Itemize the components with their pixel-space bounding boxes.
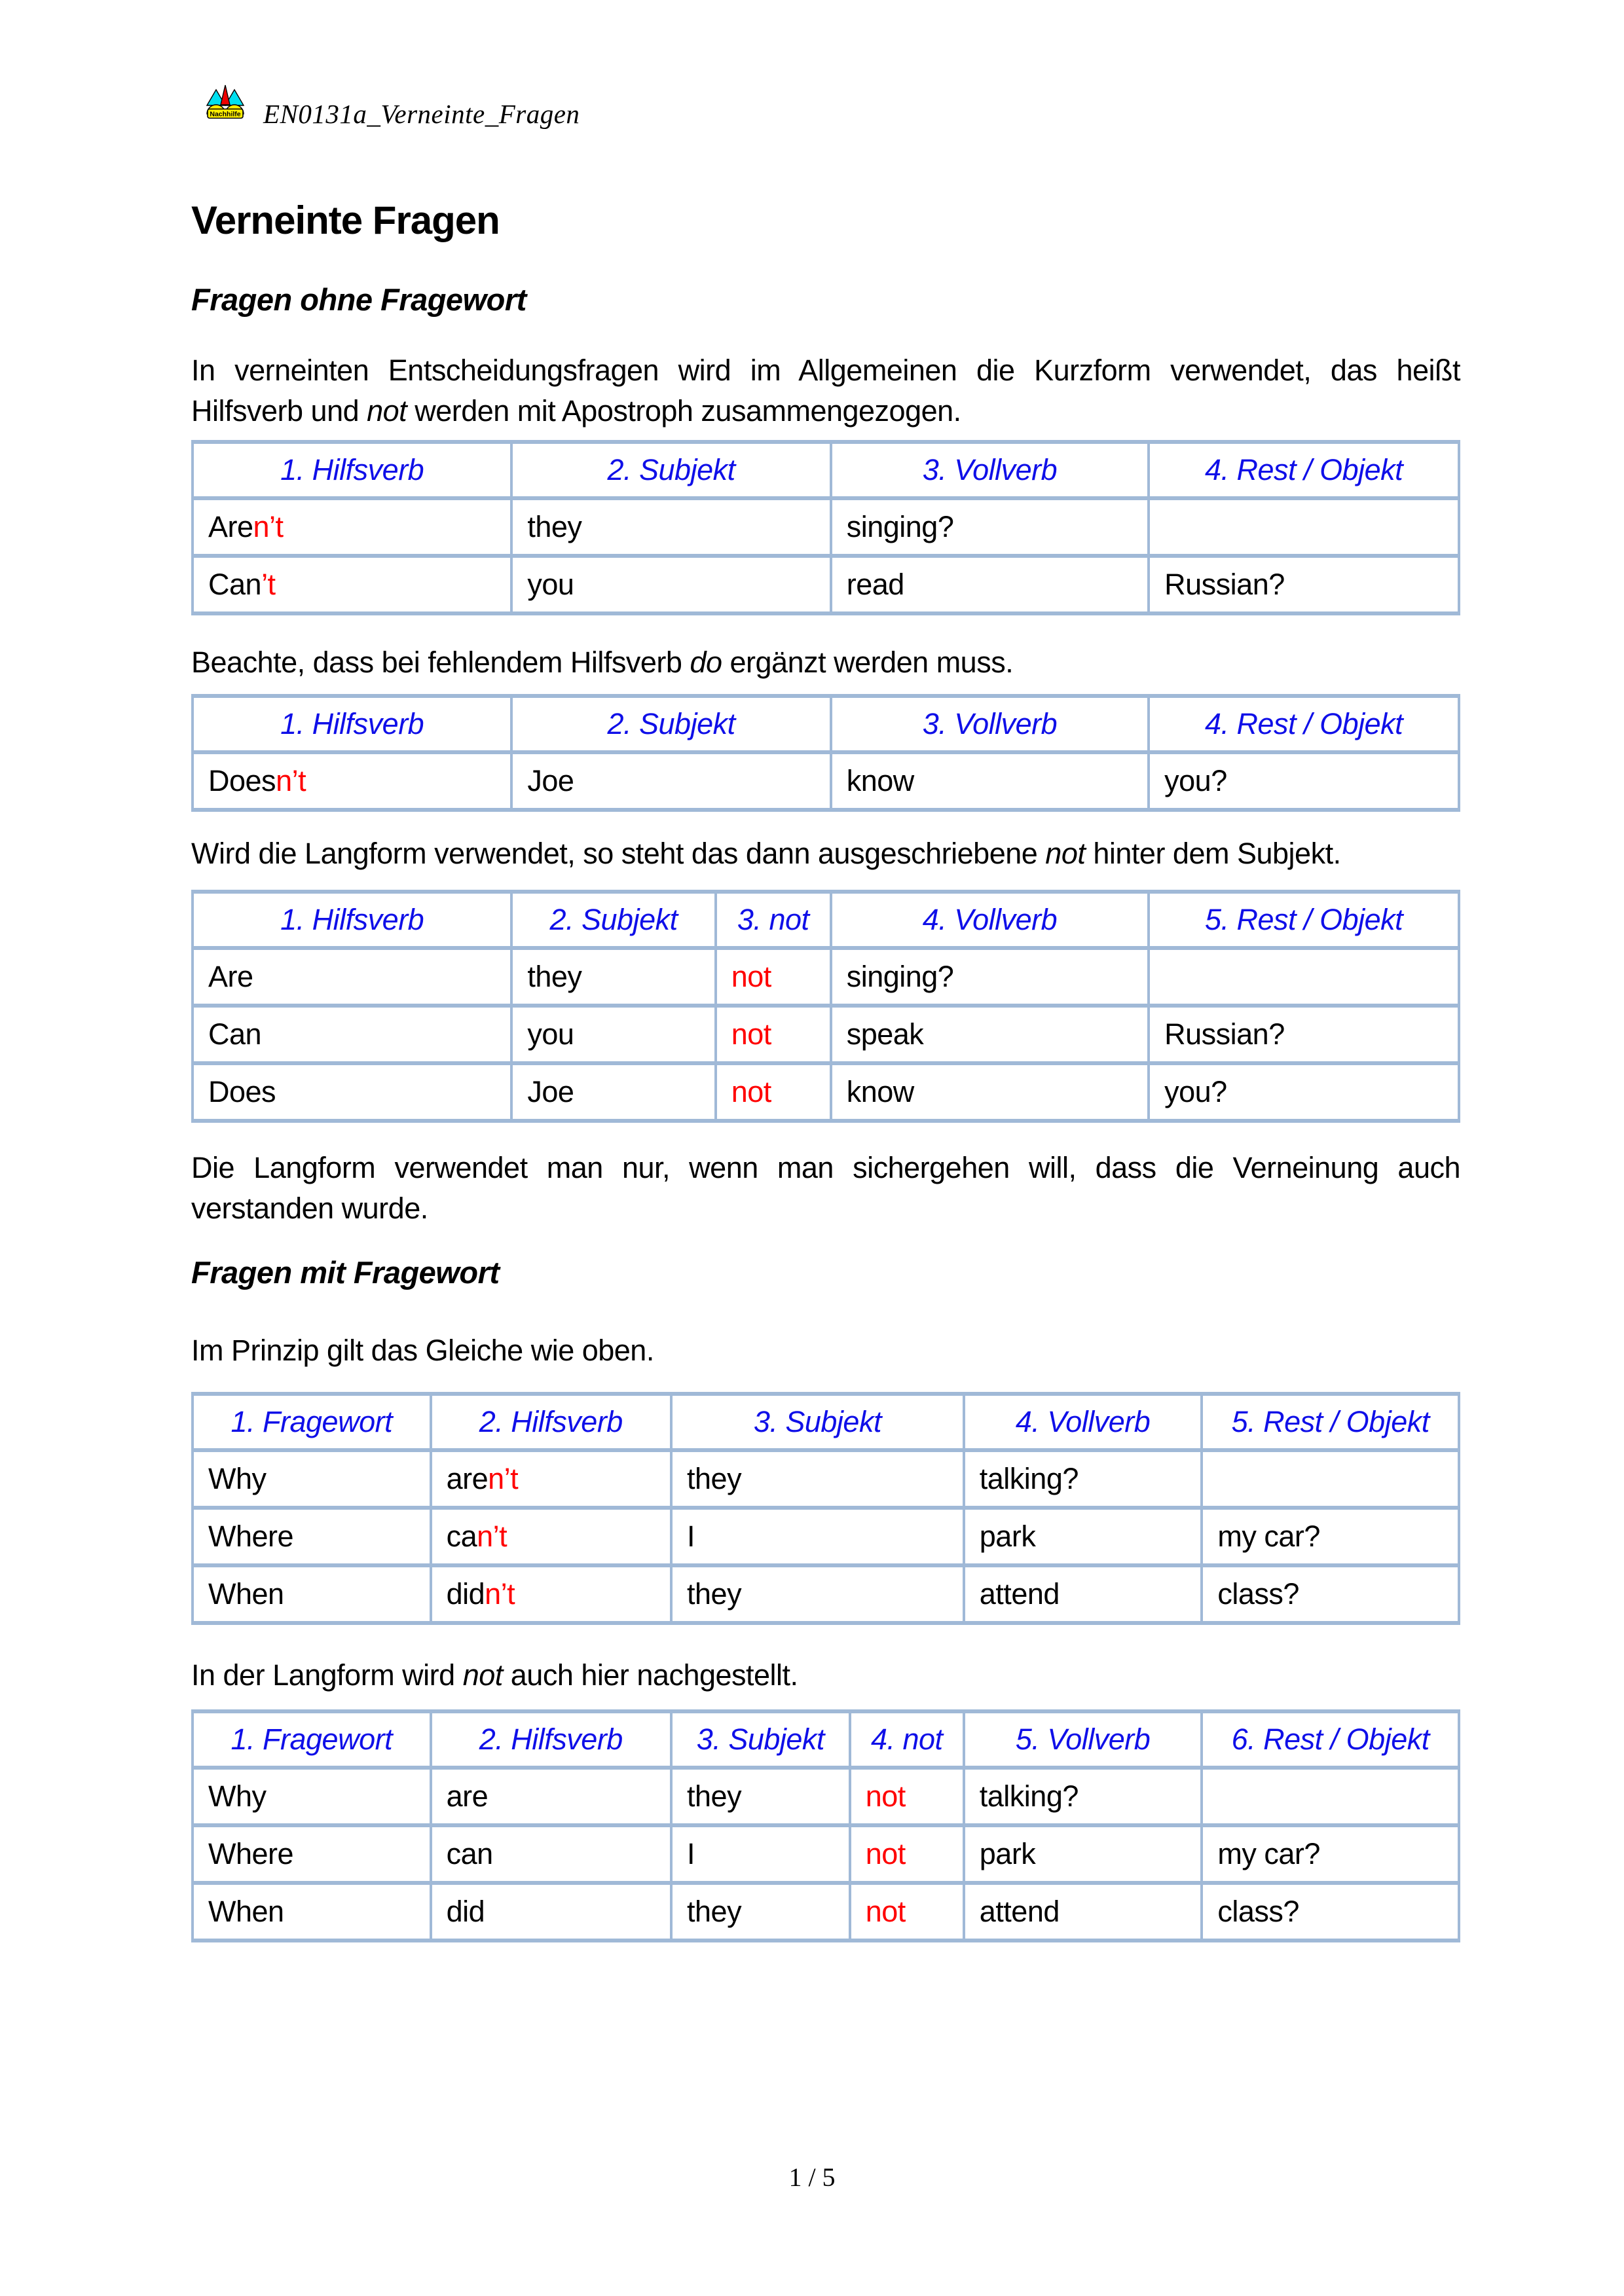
table-cell: [1202, 1883, 1459, 1941]
italic-text: do: [690, 646, 722, 679]
text-run: hinter dem Subjekt.: [1085, 837, 1341, 870]
text-run: singing?: [846, 510, 954, 543]
table-cell: [431, 1883, 671, 1941]
text-run: Joe: [527, 1075, 574, 1108]
table-cell: [716, 948, 831, 1006]
logo-flame: [221, 85, 230, 105]
table-cell: [193, 948, 511, 1006]
text-run: did: [446, 1577, 485, 1611]
table-cell: [850, 1768, 964, 1825]
text-run: they: [527, 960, 582, 993]
text-run: Joe: [527, 764, 574, 797]
text-run: Does: [208, 764, 276, 797]
column-header: 1. Hilfsverb: [193, 892, 511, 948]
page-title: Verneinte Fragen: [191, 198, 500, 242]
text-run: class?: [1217, 1577, 1299, 1611]
paragraph-kurzform-intro: [191, 350, 1460, 431]
text-run: Russian?: [1164, 568, 1285, 601]
column-header: 2. Hilfsverb: [431, 1394, 671, 1450]
italic-text: not: [367, 394, 407, 428]
column-header: 4. Rest / Objekt: [1149, 442, 1459, 498]
column-header: 6. Rest / Objekt: [1202, 1711, 1459, 1768]
text-run: my car?: [1217, 1520, 1320, 1553]
column-header: 3. Subjekt: [671, 1711, 850, 1768]
nachhilfe-logo: [206, 84, 245, 119]
table-cell: [831, 948, 1149, 1006]
table-cell: [1202, 1825, 1459, 1883]
text-run: Where: [208, 1837, 294, 1870]
highlight-red-text: n’t: [488, 1462, 519, 1495]
highlight-red-text: not: [865, 1895, 906, 1928]
highlight-red-text: ’t: [261, 568, 276, 601]
italic-text: not: [1045, 837, 1086, 870]
page-header: [206, 84, 1460, 147]
table-row: [193, 1825, 1459, 1883]
table-header-row: [193, 892, 1459, 948]
doc-code: EN0131a_Verneinte_Fragen: [263, 99, 580, 129]
table-header-row: [193, 696, 1459, 752]
table-cell: [193, 1565, 431, 1623]
text-run: they: [687, 1577, 742, 1611]
table-cell: [831, 1006, 1149, 1063]
text-run: park: [979, 1837, 1036, 1870]
column-header: 5. Rest / Objekt: [1202, 1394, 1459, 1450]
text-run: you?: [1164, 1075, 1227, 1108]
text-run: talking?: [979, 1779, 1079, 1813]
table-cell: [964, 1450, 1202, 1508]
table-cell: [671, 1508, 964, 1565]
table-header-row: [193, 1394, 1459, 1450]
column-header: 4. Rest / Objekt: [1149, 696, 1459, 752]
table-cell: [716, 1063, 831, 1121]
table-cell: [431, 1450, 671, 1508]
text-run: my car?: [1217, 1837, 1320, 1870]
text-run: they: [527, 510, 582, 543]
text-run: Can: [208, 568, 262, 601]
column-header: 4. Vollverb: [964, 1394, 1202, 1450]
text-run: Where: [208, 1520, 294, 1553]
table-row: [193, 948, 1459, 1006]
text-run: When: [208, 1577, 284, 1611]
text-run: werden mit Apostroph zusammengezogen.: [407, 394, 961, 428]
highlight-red-text: n’t: [276, 764, 306, 797]
text-run: Are: [208, 510, 253, 543]
table-cell: [831, 498, 1149, 556]
highlight-red-text: not: [731, 1017, 771, 1051]
text-run: know: [846, 764, 914, 797]
table-row: [193, 556, 1459, 613]
column-header: 3. Subjekt: [671, 1394, 964, 1450]
table-langform-ohne-fragewort: [191, 890, 1460, 1123]
page-content: [191, 0, 1460, 1942]
column-header: 3. Vollverb: [831, 442, 1149, 498]
table-cell: [431, 1768, 671, 1825]
text-run: Can: [208, 1017, 262, 1051]
highlight-red-text: not: [865, 1779, 906, 1813]
table-cell: [511, 1006, 715, 1063]
text-run: you?: [1164, 764, 1227, 797]
text-run: did: [446, 1895, 485, 1928]
italic-text: not: [462, 1658, 503, 1692]
text-run: Why: [208, 1779, 267, 1813]
paragraph-im-prinzip: [191, 1330, 1460, 1371]
paragraph-beachte-do: [191, 642, 1460, 683]
table-row: [193, 498, 1459, 556]
column-header: 1. Fragewort: [193, 1394, 431, 1450]
column-header: 2. Subjekt: [511, 442, 830, 498]
column-header: 1. Fragewort: [193, 1711, 431, 1768]
text-run: know: [846, 1075, 914, 1108]
table-langform-mit-fragewort: [191, 1709, 1460, 1942]
table-kurzform-ohne-fragewort: [191, 440, 1460, 615]
table-kurzform-mit-fragewort: [191, 1392, 1460, 1625]
highlight-red-text: not: [731, 960, 771, 993]
text-run: In verneinten Entscheidungsfragen wird im Allgemeinen die Kurzform verwendet, das heißt Hilfsverb und: [191, 354, 1460, 428]
text-run: they: [687, 1779, 742, 1813]
table-cell: [1202, 1508, 1459, 1565]
highlight-red-text: not: [865, 1837, 906, 1870]
table-header-row: [193, 442, 1459, 498]
table-cell: [1149, 556, 1459, 613]
table-cell: [511, 498, 830, 556]
column-header: 2. Subjekt: [511, 892, 715, 948]
table-cell: [964, 1508, 1202, 1565]
text-run: talking?: [979, 1462, 1079, 1495]
table-cell: [431, 1565, 671, 1623]
column-header: 5. Vollverb: [964, 1711, 1202, 1768]
table-cell: [1202, 1450, 1459, 1508]
table-row: [193, 1565, 1459, 1623]
table-cell: [193, 1825, 431, 1883]
table-cell: [431, 1508, 671, 1565]
table-kurzform-do: [191, 694, 1460, 812]
paragraph-langform-hinweis: [191, 1148, 1460, 1229]
text-run: speak: [846, 1017, 924, 1051]
logo-label: Nachhilfe: [210, 110, 241, 118]
text-run: singing?: [846, 960, 954, 993]
column-header: 1. Hilfsverb: [193, 696, 511, 752]
text-run: they: [687, 1462, 742, 1495]
table-row: [193, 1063, 1459, 1121]
table-header-row: [193, 1711, 1459, 1768]
text-run: I: [687, 1520, 695, 1553]
text-run: can: [446, 1837, 493, 1870]
text-run: are: [446, 1779, 489, 1813]
table-cell: [1202, 1565, 1459, 1623]
text-run: I: [687, 1837, 695, 1870]
text-run: park: [979, 1520, 1036, 1553]
text-run: they: [687, 1895, 742, 1928]
text-run: you: [527, 568, 574, 601]
text-run: class?: [1217, 1895, 1299, 1928]
table-cell: [1149, 1006, 1459, 1063]
text-run: you: [527, 1017, 574, 1051]
column-header: 2. Hilfsverb: [431, 1711, 671, 1768]
column-header: 3. Vollverb: [831, 696, 1149, 752]
text-run: Die Langform verwendet man nur, wenn man sichergehen will, dass die Verneinung auch verstanden wurde.: [191, 1151, 1460, 1225]
column-header: 3. not: [716, 892, 831, 948]
column-header: 5. Rest / Objekt: [1149, 892, 1459, 948]
table-cell: [671, 1450, 964, 1508]
table-cell: [850, 1825, 964, 1883]
table-cell: [193, 1450, 431, 1508]
text-run: attend: [979, 1577, 1060, 1611]
table-cell: [193, 1063, 511, 1121]
footer-page-number: 1 / 5: [788, 2162, 836, 2192]
text-run: Beachte, dass bei fehlendem Hilfsverb: [191, 646, 690, 679]
text-run: auch hier nachgestellt.: [502, 1658, 798, 1692]
column-header: 2. Subjekt: [511, 696, 830, 752]
table-cell: [193, 1508, 431, 1565]
highlight-red-text: n’t: [485, 1577, 515, 1611]
table-cell: [193, 1883, 431, 1941]
table-cell: [1202, 1768, 1459, 1825]
text-run: Are: [208, 960, 253, 993]
table-cell: [831, 752, 1149, 810]
text-run: are: [446, 1462, 489, 1495]
highlight-red-text: not: [731, 1075, 771, 1108]
column-header: 1. Hilfsverb: [193, 442, 511, 498]
text-run: In der Langform wird: [191, 1658, 463, 1692]
column-header: 4. not: [850, 1711, 964, 1768]
text-run: Russian?: [1164, 1017, 1285, 1051]
table-row: [193, 752, 1459, 810]
section-heading-mit-fragewort: Fragen mit Fragewort: [191, 1255, 500, 1290]
table-cell: [193, 556, 511, 613]
table-row: [193, 1883, 1459, 1941]
table-cell: [964, 1768, 1202, 1825]
highlight-red-text: n’t: [253, 510, 284, 543]
table-cell: [964, 1825, 1202, 1883]
text-run: ergänzt werden muss.: [722, 646, 1014, 679]
table-cell: [431, 1825, 671, 1883]
table-cell: [671, 1883, 850, 1941]
text-run: Does: [208, 1075, 276, 1108]
table-cell: [193, 1768, 431, 1825]
column-header: 4. Vollverb: [831, 892, 1149, 948]
table-cell: [850, 1883, 964, 1941]
table-cell: [511, 556, 830, 613]
table-cell: [831, 1063, 1149, 1121]
highlight-red-text: n’t: [477, 1520, 507, 1553]
table-row: [193, 1006, 1459, 1063]
paragraph-langform-intro: [191, 833, 1460, 874]
table-row: [193, 1508, 1459, 1565]
table-cell: [1149, 948, 1459, 1006]
text-run: When: [208, 1895, 284, 1928]
paragraph-langform-nachgestellt: [191, 1655, 1460, 1696]
table-cell: [671, 1825, 850, 1883]
text-run: Why: [208, 1462, 267, 1495]
table-cell: [193, 498, 511, 556]
table-cell: [964, 1883, 1202, 1941]
section-heading-ohne-fragewort: Fragen ohne Fragewort: [191, 282, 526, 317]
text-run: read: [846, 568, 904, 601]
table-cell: [831, 556, 1149, 613]
table-cell: [716, 1006, 831, 1063]
table-cell: [193, 752, 511, 810]
table-cell: [511, 948, 715, 1006]
table-row: [193, 1768, 1459, 1825]
table-cell: [193, 1006, 511, 1063]
table-row: [193, 1450, 1459, 1508]
table-cell: [964, 1565, 1202, 1623]
text-run: attend: [979, 1895, 1060, 1928]
table-cell: [511, 1063, 715, 1121]
table-cell: [671, 1768, 850, 1825]
table-cell: [1149, 1063, 1459, 1121]
text-run: Im Prinzip gilt das Gleiche wie oben.: [191, 1334, 654, 1367]
text-run: ca: [446, 1520, 477, 1553]
table-cell: [511, 752, 830, 810]
table-cell: [1149, 752, 1459, 810]
text-run: Wird die Langform verwendet, so steht das dann ausgeschriebene: [191, 837, 1046, 870]
table-cell: [1149, 498, 1459, 556]
table-cell: [671, 1565, 964, 1623]
